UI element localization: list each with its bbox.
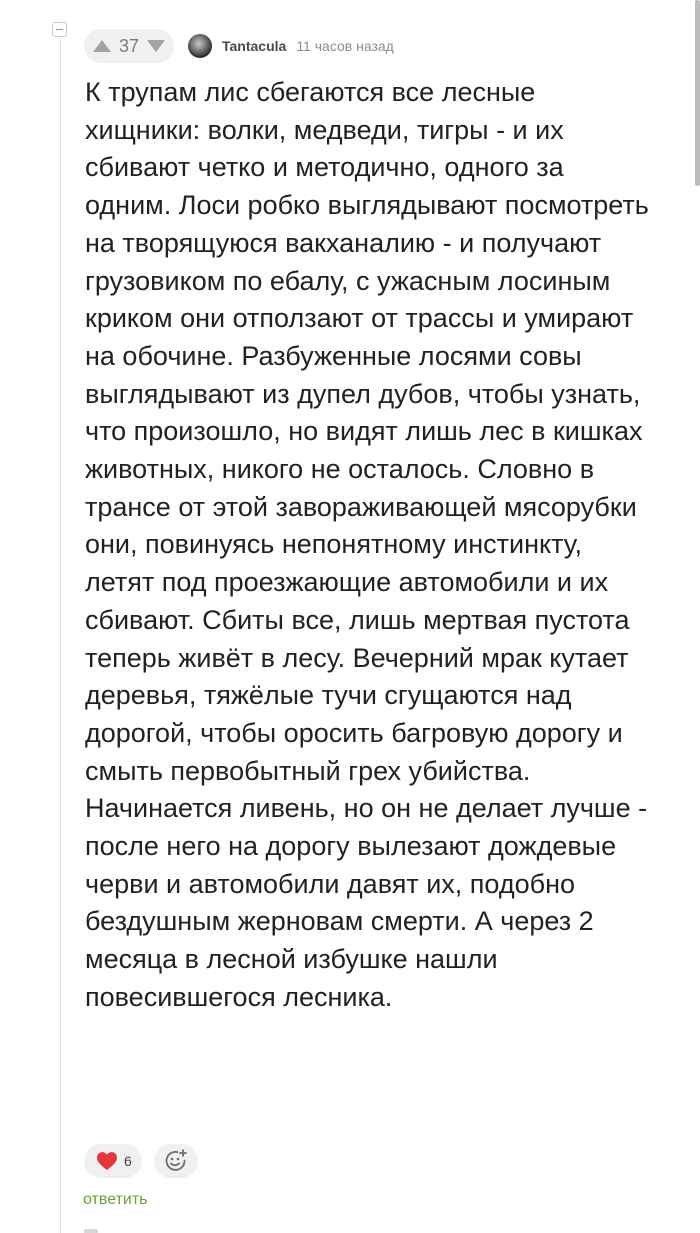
- author-block: [188, 34, 394, 58]
- scrollbar[interactable]: [695, 0, 700, 186]
- collapse-thread-button[interactable]: [52, 22, 67, 37]
- comment-body: К трупам лис сбегаются все лесные хищники: волки, медведи, тигры - и их сбивают четко и методично, одного за одним. Лоси робко выглядывают посмотреть на творящуюся вакханалию - и получают грузовиком по ебалу, с ужасным лосиным криком они отползают от трассы и умирают на обочине. Разбуженные лосями совы выглядывают из дупел дубов, чтобы узнать, что произошло, но видят лишь лес в кишках животных, никого не осталось. Словно в трансе от этой завораживающей мясорубки они, повинуясь непонятному инстинкту, летят под проезжающие автомобили и их сбивают. Сбиты все, лишь мертвая пустота теперь живёт в лесу. Вечерний мрак кутает деревья, тяжёлые тучи сгущаются над дорогой, чтобы оросить багровую дорогу и смыть первобытный грех убийства. Начинается ливень, но он не делает лучше - после него на дорогу вылезают дождевые черви и автомобили давят их, подобно бездушным жерновам смерти. А через 2 месяца в лесной избушке нашли повесившегося лесника.: [85, 77, 649, 1012]
- comment-timestamp[interactable]: 11 часов назад: [296, 38, 394, 54]
- like-button[interactable]: [84, 1144, 142, 1178]
- downvote-button[interactable]: [144, 34, 168, 58]
- reply-link[interactable]: ответить: [83, 1191, 148, 1208]
- next-comment-stub: [84, 1229, 98, 1233]
- vote-widget: [84, 29, 174, 63]
- like-count: 6: [124, 1153, 132, 1169]
- avatar[interactable]: [188, 34, 212, 58]
- thread-line: [60, 38, 61, 1233]
- rating-count: 37: [118, 35, 140, 56]
- smiley-plus-icon: [163, 1148, 189, 1174]
- triangle-down-icon: [146, 39, 166, 53]
- triangle-up-icon: [92, 39, 112, 53]
- heart-icon: [96, 1151, 118, 1171]
- add-reaction-button[interactable]: [154, 1144, 198, 1178]
- upvote-button[interactable]: [90, 34, 114, 58]
- comment-header: [84, 28, 394, 64]
- author-name[interactable]: Tantacula: [222, 38, 287, 54]
- comment-actions: [84, 1144, 198, 1178]
